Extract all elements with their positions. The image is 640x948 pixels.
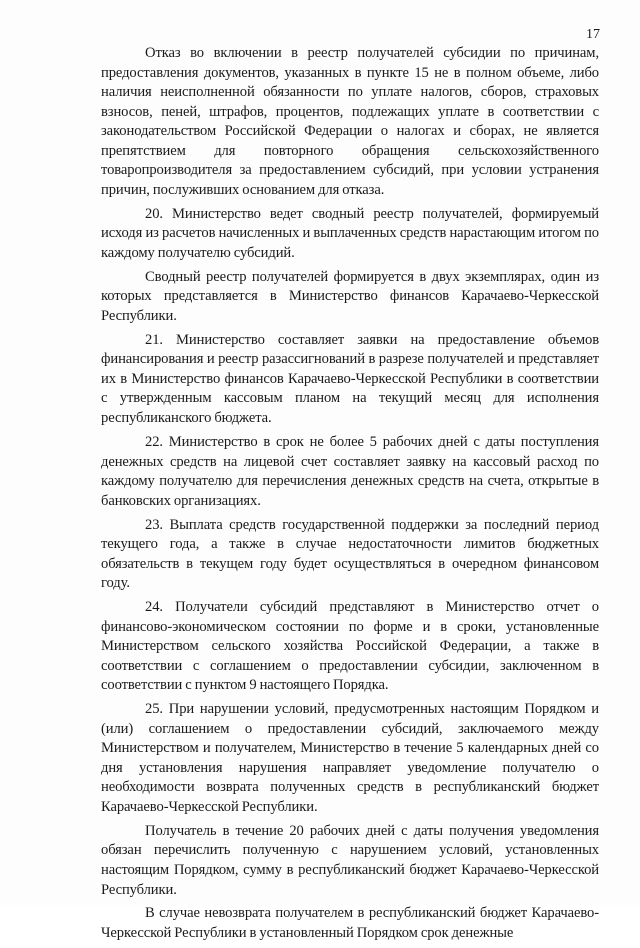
page-number: 17 <box>586 27 600 42</box>
paragraph-non-return: В случае невозврата получателем в республиканский бюджет Карачаево-Черкесской Республики в установленный Порядком срок денежные <box>101 905 599 942</box>
paragraph-refusal-reasons: Отказ во включении в реестр получателей субсидии по причинам, предоставления документов, указанных в пункте 15 не в полном объеме, либо наличия неисполненной обязанности по уплате налогов, сборов, страховых взносов, пеней, штрафов, процентов, подлежащих уплате в соответствии с законодательством Российской Федерации о налогах и сборах, не является препятствием для повторного обращения сельскохозяйственного товаропроизводителя за предоставлением субсидий, при условии устранения причин, послуживших основанием для отказа. <box>101 45 599 198</box>
paragraph-registry-copies: Сводный реестр получателей формируется в двух экземплярах, один из которых представляется в Министерство финансов Карачаево-Черкесской Республики. <box>101 268 599 324</box>
paragraph-item-24: 24. Получатели субсидий представляют в Министерство отчет о финансово-экономическом состоянии по форме и в сроки, установленные Министерством сельского хозяйства Российской Федерации, а также в соответствии с соглашением о предоставлении субсидии, заключенном в соответствии с пунктом 9 настоящего Порядка. <box>101 599 599 694</box>
paragraph-recipient-refund: Получатель в течение 20 рабочих дней с даты получения уведомления обязан перечислить полученную с нарушением условий, установленных настоящим Порядком, сумму в республиканский бюджет Карачаево-Черкесской Республики. <box>101 822 599 898</box>
paragraph-item-23: 23. Выплата средств государственной поддержки за последний период текущего года, а также в случае недостаточности лимитов бюджетных обязательств в текущем году будет осуществляться в очередном финансовом году. <box>101 516 599 592</box>
paragraph-item-20: 20. Министерство ведет сводный реестр получателей, формируемый исходя из расчетов начисленных и выплаченных средств нарастающим итогом по каждому получателю субсидий. <box>101 205 599 261</box>
document-body <box>101 44 599 948</box>
paragraph-item-22: 22. Министерство в срок не более 5 рабочих дней с даты поступления денежных средств на лицевой счет составляет заявку на кассовый расход по каждому получателю для перечисления денежных средств на счета, открытые в банковских организациях. <box>101 433 599 509</box>
paragraph-item-21: 21. Министерство составляет заявки на предоставление объемов финансирования и реестр разассигнований в разрезе получателей и представляет их в Министерство финансов Карачаево-Черкесской Республики в соответствии с утвержденным кассовым планом на текущий месяц для исполнения республиканского бюджета. <box>101 331 599 427</box>
paragraph-item-25: 25. При нарушении условий, предусмотренных настоящим Порядком и (или) соглашением о предоставлении субсидий, заключаемого между Министерством и получателем, Министерство в течение 5 календарных дней со дня установления нарушения направляет уведомление получателю о необходимости возврата полученных средств в республиканский бюджет Карачаево-Черкесской Республики. <box>101 701 599 815</box>
